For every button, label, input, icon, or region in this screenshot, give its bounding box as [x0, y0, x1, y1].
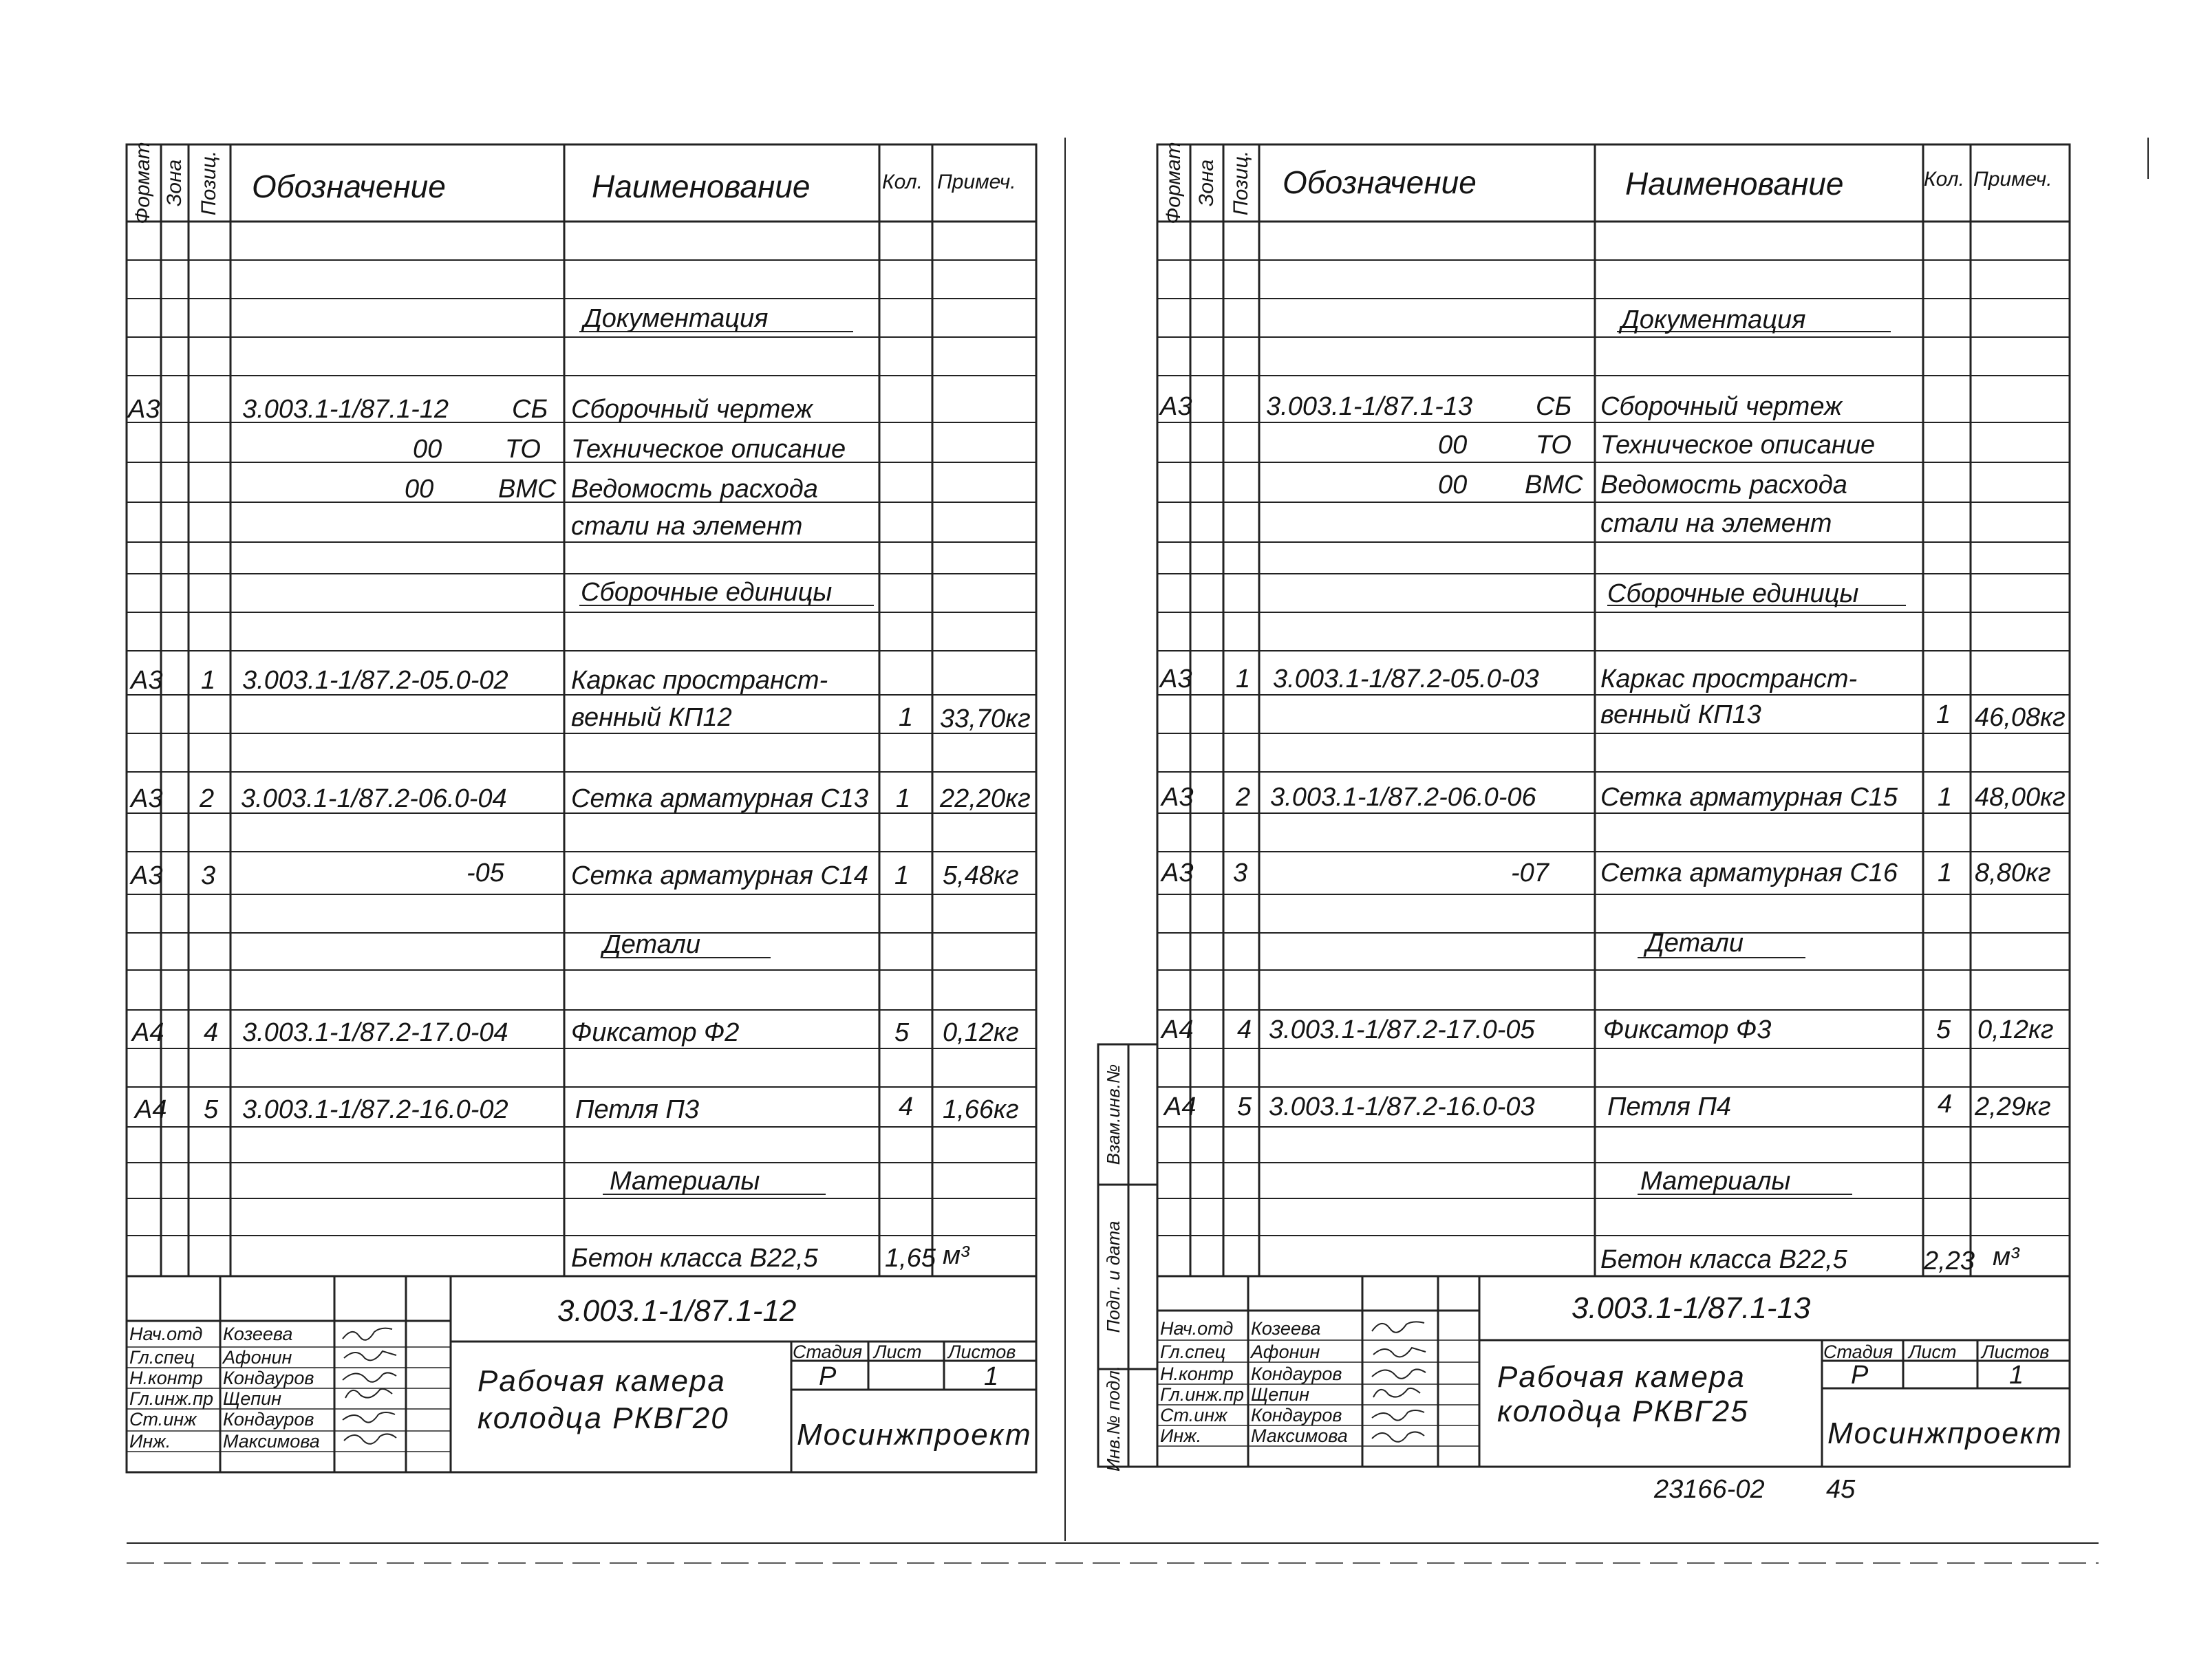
item-pos: 1 — [201, 666, 216, 695]
item-note: 22,20кг — [940, 784, 1031, 813]
person-name: Щепин — [1251, 1384, 1309, 1405]
item-code: 3.003.1-1/87.2-17.0-05 — [1269, 1015, 1535, 1044]
header-name: Наименование — [1625, 166, 1844, 202]
header-note: Примеч. — [937, 171, 1016, 193]
signature — [344, 1434, 396, 1443]
doc-name: Техническое описание — [571, 435, 846, 464]
item-qty: 5 — [1936, 1015, 1951, 1044]
role-label: Н.контр — [129, 1368, 203, 1388]
item-qty: 1 — [1936, 700, 1951, 729]
section-materials: Материалы — [1640, 1167, 1791, 1196]
item-code: 3.003.1-1/87.2-16.0-02 — [242, 1095, 508, 1124]
signature — [345, 1389, 392, 1398]
item-note: 8,80кг — [1975, 859, 2051, 887]
item-note: 0,12кг — [943, 1018, 1019, 1047]
person-name: Кондауров — [1251, 1364, 1342, 1384]
stage-label: Стадия — [1823, 1342, 1894, 1362]
header-designation: Обозначение — [252, 169, 446, 204]
item-format: А3 — [131, 666, 163, 695]
stamp-inv-number: Инв.№ подл. — [1103, 1365, 1124, 1472]
role-label: Ст.инж — [1160, 1405, 1227, 1425]
material-unit: м³ — [1993, 1242, 2019, 1271]
item-code: 3.003.1-1/87.2-06.0-06 — [1270, 783, 1536, 812]
item-name-cont: венный КП13 — [1600, 700, 1761, 729]
item-pos: 1 — [1236, 665, 1251, 693]
person-name: Афонин — [223, 1347, 292, 1368]
doc-code: 00 — [413, 435, 442, 464]
item-note: 48,00кг — [1975, 783, 2066, 812]
doc-name: Техническое описание — [1600, 431, 1876, 460]
doc-type: ВМС — [498, 475, 557, 504]
doc-name-cont: стали на элемент — [1600, 509, 1832, 538]
item-note: 1,66кг — [943, 1095, 1019, 1124]
item-code: 3.003.1-1/87.2-17.0-04 — [242, 1018, 508, 1047]
signature — [1372, 1432, 1424, 1441]
doc-name: Сборочный чертеж — [1600, 392, 1843, 421]
doc-code-title: 3.003.1-1/87.1-13 — [1572, 1291, 1811, 1325]
item-note: 0,12кг — [1977, 1015, 2054, 1044]
role-label: Нач.отд — [1160, 1318, 1234, 1339]
item-note: 33,70кг — [940, 704, 1031, 733]
drawing-title: Рабочая камера — [478, 1364, 726, 1398]
doc-code: 00 — [1438, 471, 1468, 499]
item-format: А4 — [132, 1018, 164, 1047]
stage-label: Стадия — [793, 1342, 863, 1362]
section-assembly-units: Сборочные единицы — [1607, 579, 1859, 608]
person-name: Максимова — [1251, 1425, 1348, 1446]
doc-format: А3 — [1160, 392, 1192, 421]
item-qty: 1 — [896, 784, 911, 813]
drawing-title: Рабочая камера — [1497, 1360, 1746, 1394]
doc-type: ТО — [1536, 431, 1572, 460]
item-qty: 4 — [899, 1092, 914, 1121]
doc-type: ТО — [505, 435, 541, 464]
item-format: А4 — [135, 1095, 167, 1124]
item-pos: 4 — [1237, 1015, 1252, 1044]
role-label: Гл.инж.пр — [129, 1388, 214, 1409]
section-materials: Материалы — [610, 1167, 760, 1196]
signature — [1372, 1369, 1426, 1378]
doc-name-cont: стали на элемент — [571, 512, 803, 541]
doc-code: 3.003.1-1/87.1-13 — [1266, 392, 1473, 421]
item-name: Фиксатор Ф3 — [1603, 1015, 1772, 1044]
header-note: Примеч. — [1973, 168, 2052, 191]
stage-value: Р — [1851, 1361, 1869, 1390]
material-name: Бетон класса В22,5 — [571, 1244, 818, 1273]
item-code: 3.003.1-1/87.2-16.0-03 — [1269, 1092, 1535, 1121]
page-number: 45 — [1826, 1475, 1856, 1504]
item-format: А3 — [1161, 859, 1194, 887]
header-qty: Кол. — [1924, 168, 1964, 191]
doc-name: Ведомость расхода — [1600, 471, 1847, 499]
signature — [1373, 1388, 1420, 1397]
item-format: А3 — [1160, 665, 1192, 693]
item-name-cont: венный КП12 — [571, 703, 732, 732]
header-designation: Обозначение — [1283, 164, 1477, 200]
item-note: 46,08кг — [1975, 703, 2066, 732]
header-zone: Зона — [163, 159, 186, 207]
organization: Мосинжпроект — [1827, 1417, 2063, 1450]
person-name: Козеева — [1251, 1318, 1321, 1339]
header-qty: Кол. — [882, 171, 923, 193]
item-name: Петля П3 — [575, 1095, 700, 1124]
sheets-value: 1 — [984, 1362, 999, 1391]
item-name: Сетка арматурная С16 — [1600, 859, 1898, 887]
item-qty: 4 — [1938, 1090, 1953, 1119]
item-qty: 1 — [1938, 783, 1953, 812]
drawing-title-cont: колодца РКВГ20 — [478, 1401, 729, 1435]
item-note: 2,29кг — [1975, 1092, 2051, 1121]
role-label: Нач.отд — [129, 1324, 203, 1344]
item-qty: 1 — [894, 861, 910, 890]
person-name: Кондауров — [223, 1409, 314, 1430]
item-code: -07 — [1511, 859, 1549, 887]
section-details: Детали — [603, 930, 700, 959]
header-pos: Позиц. — [1230, 150, 1252, 216]
person-name: Щепин — [223, 1388, 281, 1409]
doc-format: А3 — [128, 395, 160, 424]
person-name: Афонин — [1251, 1342, 1320, 1362]
signature — [343, 1372, 396, 1381]
item-name: Сетка арматурная С15 — [1600, 783, 1898, 812]
stamp-replaced-inv: Взам.инв.№ — [1103, 1064, 1124, 1165]
item-name: Сетка арматурная С14 — [571, 861, 869, 890]
item-format: А3 — [1161, 783, 1194, 812]
item-pos: 2 — [1236, 783, 1251, 812]
item-name: Сетка арматурная С13 — [571, 784, 869, 813]
role-label: Гл.спец — [129, 1347, 195, 1368]
header-pos: Позиц. — [197, 150, 220, 216]
role-label: Н.контр — [1160, 1364, 1234, 1384]
material-name: Бетон класса В22,5 — [1600, 1245, 1847, 1274]
sheets-label: Листов — [1982, 1342, 2050, 1362]
signature-group — [337, 1321, 406, 1472]
material-unit: м³ — [943, 1241, 969, 1270]
doc-type: СБ — [512, 395, 548, 424]
doc-name: Сборочный чертеж — [571, 395, 813, 424]
header-format: Формат — [1162, 142, 1185, 224]
person-name: Максимова — [223, 1431, 320, 1452]
section-assembly-units: Сборочные единицы — [581, 578, 833, 607]
item-format: А3 — [131, 861, 163, 890]
organization: Мосинжпроект — [797, 1418, 1032, 1452]
header-name: Наименование — [592, 169, 811, 204]
drawing-title-cont: колодца РКВГ25 — [1497, 1394, 1749, 1428]
archive-number: 23166-02 — [1654, 1475, 1765, 1504]
section-documentation: Документация — [583, 304, 769, 333]
item-qty: 1 — [1938, 859, 1953, 887]
doc-code: 00 — [405, 475, 434, 504]
role-label: Ст.инж — [129, 1409, 197, 1430]
doc-code: 3.003.1-1/87.1-12 — [242, 395, 449, 424]
item-name: Фиксатор Ф2 — [571, 1018, 740, 1047]
signature — [1372, 1410, 1424, 1421]
doc-type: СБ — [1536, 392, 1572, 421]
sheets-label: Листов — [948, 1342, 1016, 1362]
sheet-label: Лист — [1909, 1342, 1957, 1362]
person-name: Кондауров — [223, 1368, 314, 1388]
stage-value: Р — [819, 1362, 837, 1391]
header-format: Формат — [131, 142, 154, 224]
signature — [343, 1412, 395, 1423]
item-name: Каркас пространст- — [1600, 665, 1858, 693]
item-qty: 5 — [894, 1018, 910, 1047]
sheets-value: 1 — [2009, 1361, 2024, 1390]
person-name: Козеева — [223, 1324, 293, 1344]
doc-type: ВМС — [1525, 471, 1583, 499]
doc-code: 00 — [1438, 431, 1468, 460]
item-pos: 3 — [201, 861, 216, 890]
item-code: 3.003.1-1/87.2-06.0-04 — [241, 784, 507, 813]
role-label: Инж. — [1160, 1425, 1202, 1446]
item-pos: 2 — [200, 784, 215, 813]
item-pos: 5 — [1237, 1092, 1252, 1121]
person-name: Кондауров — [1251, 1405, 1342, 1425]
item-code: 3.003.1-1/87.2-05.0-02 — [242, 666, 508, 695]
material-qty: 2,23 — [1924, 1247, 1975, 1275]
item-qty: 1 — [899, 703, 914, 732]
item-pos: 4 — [204, 1018, 219, 1047]
stamp-sign-date: Подп. и дата — [1103, 1220, 1124, 1333]
role-label: Гл.инж.пр — [1160, 1384, 1245, 1405]
section-details: Детали — [1646, 929, 1744, 958]
signature — [344, 1351, 396, 1360]
doc-name: Ведомость расхода — [571, 475, 818, 504]
item-name: Петля П4 — [1607, 1092, 1732, 1121]
section-documentation: Документация — [1621, 305, 1806, 334]
item-format: А3 — [131, 784, 163, 813]
item-note: 5,48кг — [943, 861, 1019, 890]
doc-code-title: 3.003.1-1/87.1-12 — [557, 1294, 797, 1328]
item-format: А4 — [1161, 1015, 1194, 1044]
signature — [343, 1328, 392, 1340]
header-zone: Зона — [1195, 159, 1218, 207]
item-name: Каркас пространст- — [571, 666, 828, 695]
item-pos: 3 — [1233, 859, 1248, 887]
role-label: Инж. — [129, 1431, 171, 1452]
signature — [1372, 1322, 1424, 1332]
item-pos: 5 — [204, 1095, 219, 1124]
signature — [1373, 1348, 1426, 1357]
item-code: -05 — [466, 859, 504, 887]
material-qty: 1,65 — [885, 1244, 936, 1273]
role-label: Гл.спец — [1160, 1342, 1226, 1362]
signature-group — [1365, 1311, 1438, 1467]
sheet-label: Лист — [874, 1342, 922, 1362]
item-code: 3.003.1-1/87.2-05.0-03 — [1273, 665, 1539, 693]
item-format: А4 — [1164, 1092, 1197, 1121]
